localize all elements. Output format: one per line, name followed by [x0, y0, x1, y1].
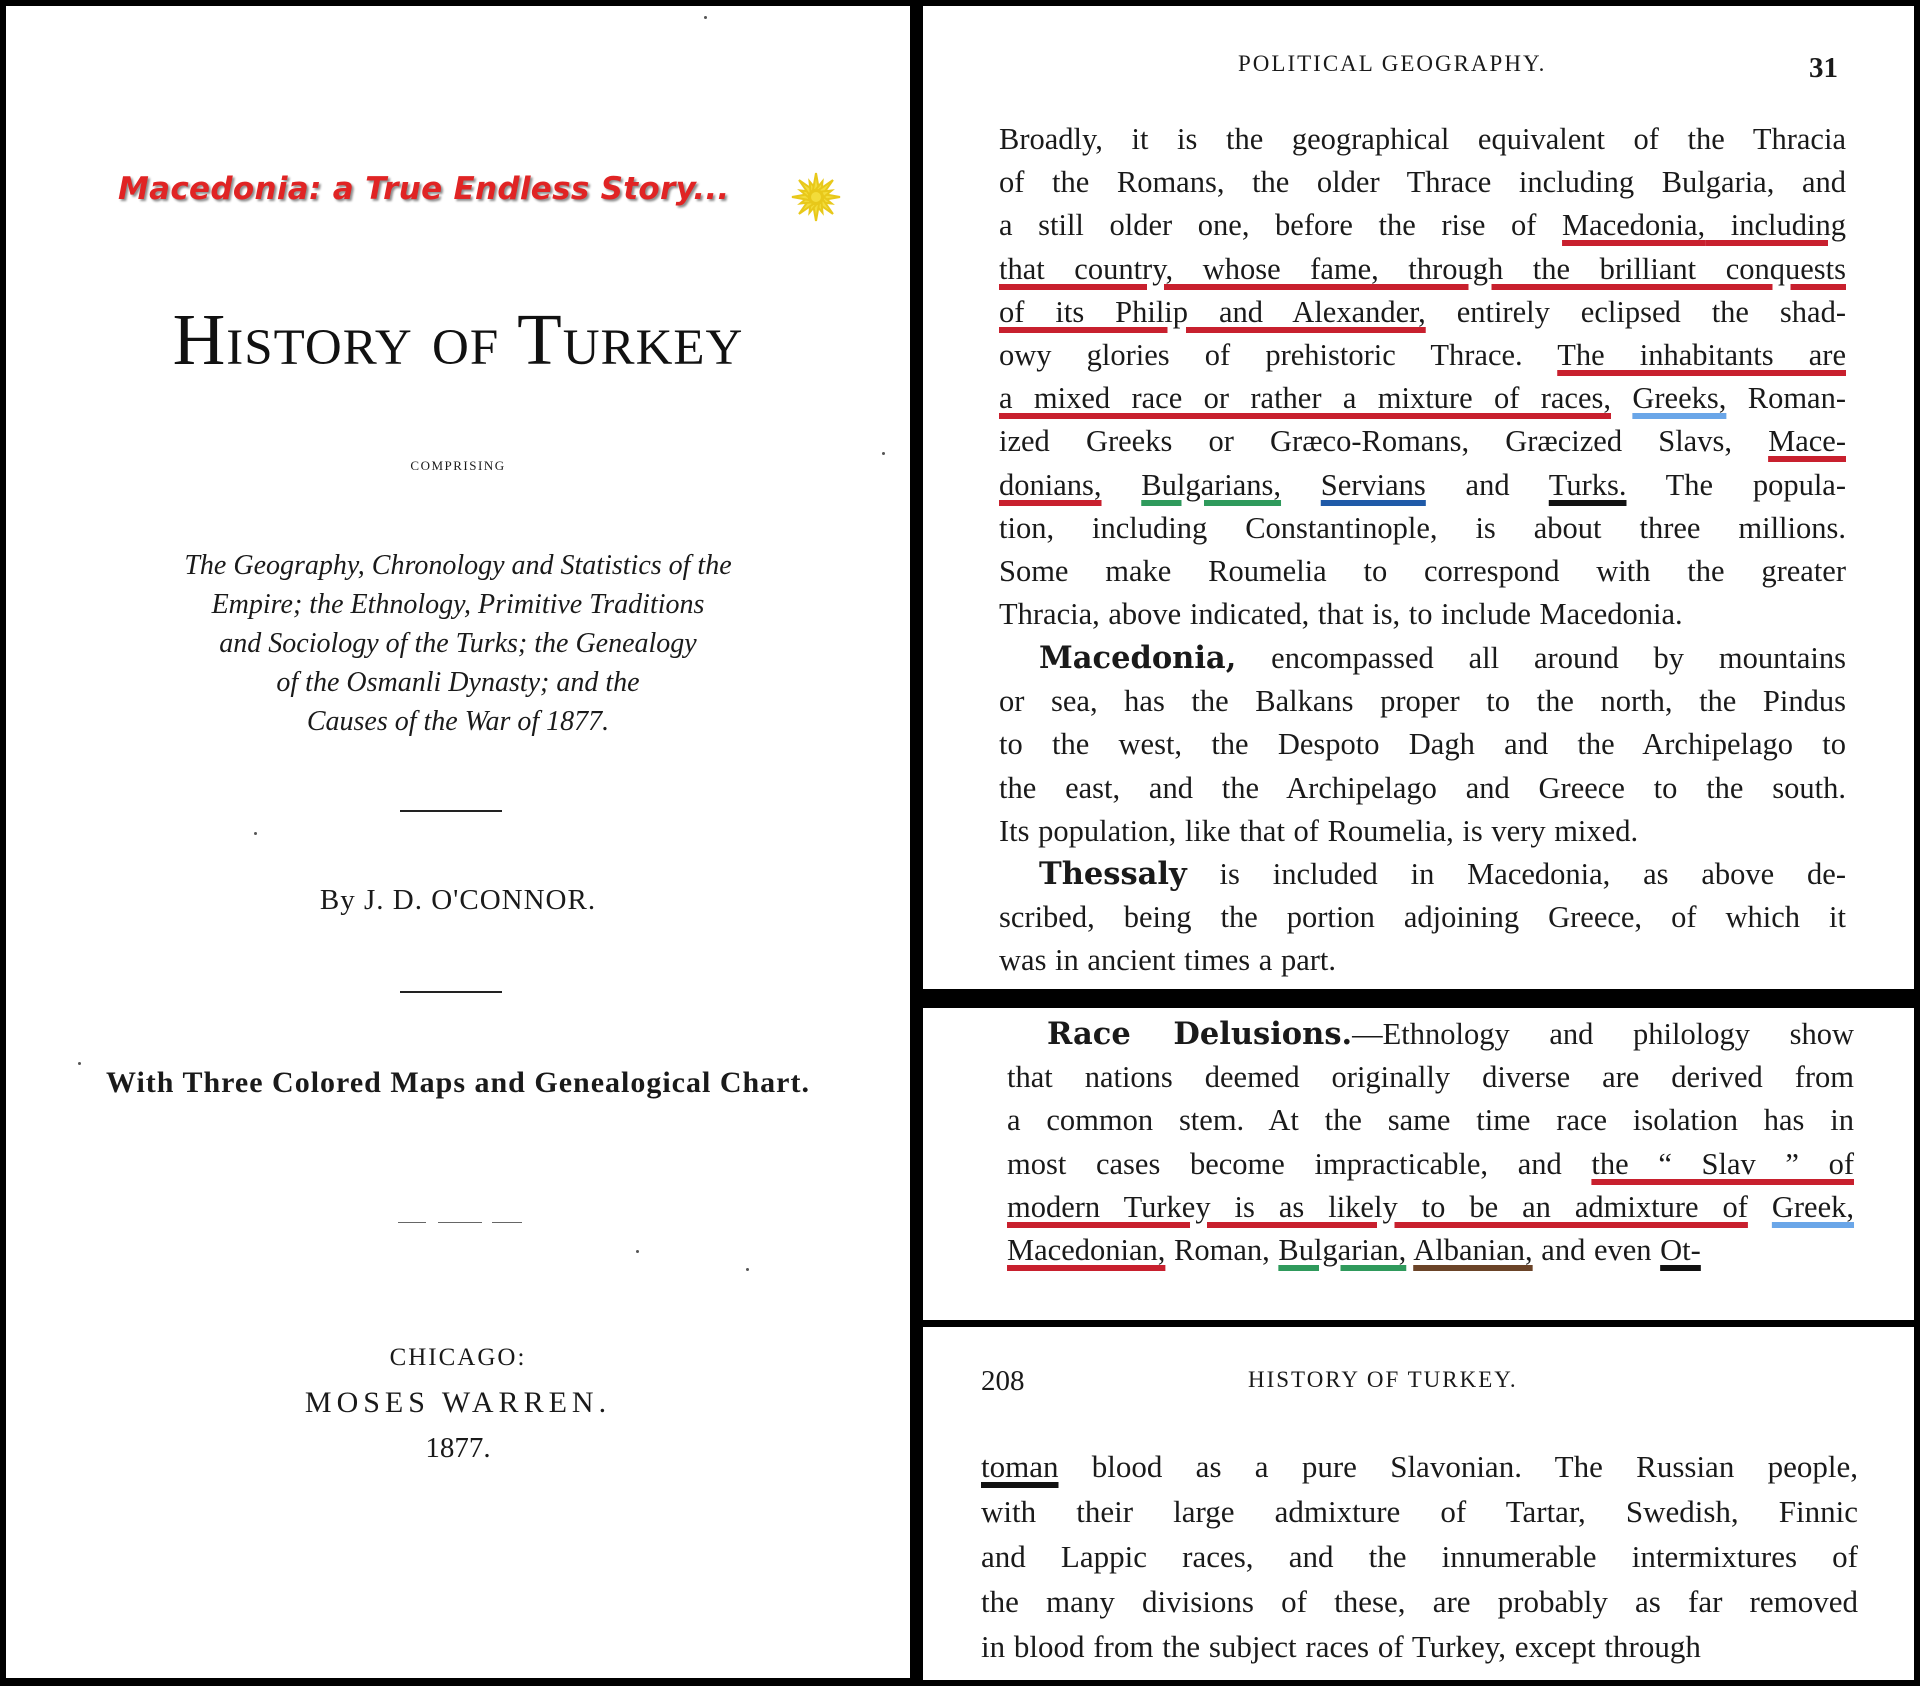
page-31: [923, 6, 1914, 989]
paragraph-race-delusions: [1007, 1013, 1854, 1272]
underlined-phrase: modern Turkey is as likely to be an admixture of: [1007, 1189, 1748, 1224]
page-number: 31: [1809, 52, 1838, 84]
underlined-phrase: a mixed race or rather a mixture of races,: [999, 381, 1611, 416]
text-line: [1007, 1229, 1854, 1272]
text-line: [999, 291, 1846, 334]
banner-text: Macedonia: a True Endless Story...: [118, 171, 730, 207]
maps-note: With Three Colored Maps and Genealogical Chart.: [106, 1066, 810, 1099]
text-line: [999, 723, 1846, 766]
divider: [438, 1222, 482, 1223]
text-line: [999, 377, 1846, 420]
underlined-phrase: that country, whose fame, through the brilliant conquests: [999, 251, 1846, 286]
paper-speck: [746, 1268, 749, 1271]
text-run: a still older one, before the rise of: [999, 208, 1563, 243]
text-line: [981, 1579, 1858, 1624]
text-line: [999, 767, 1846, 810]
text-run: or sea, has the Balkans proper to the north, the Pindus: [999, 684, 1846, 719]
description-line: of the Osmanli Dynasty; and the: [276, 667, 640, 698]
text-run: —Ethnology and philology show: [1352, 1017, 1854, 1051]
underlined-phrase: toman: [981, 1449, 1059, 1484]
underlined-phrase: Turks.: [1548, 467, 1627, 502]
underlined-phrase: Macedonian,: [1007, 1233, 1166, 1268]
text-run: [1102, 468, 1142, 502]
text-run: tion, including Constantinople, is about three millions.: [999, 510, 1846, 545]
text-run: Thracia, above indicated, that is, to include Macedonia.: [999, 597, 1683, 632]
text-line: [999, 637, 1846, 680]
publisher-city: CHICAGO:: [389, 1344, 527, 1371]
text-run: was in ancient times a part.: [999, 943, 1337, 978]
underlined-phrase: The inhabitants are: [1557, 338, 1846, 373]
underlined-phrase: Albanian,: [1413, 1233, 1533, 1268]
title-page: [6, 6, 910, 1678]
text-line: [999, 420, 1846, 463]
text-line: [999, 853, 1846, 896]
text-run: to the west, the Despoto Dagh and the Archipelago to: [999, 727, 1846, 762]
underlined-phrase: Macedonia,: [1562, 208, 1706, 243]
text-line: [999, 464, 1846, 507]
text-run: entirely eclipsed the shad-: [1425, 294, 1846, 329]
divider: [492, 1222, 522, 1223]
text-line: [1007, 1099, 1854, 1142]
running-head: HISTORY OF TURKEY.: [1248, 1367, 1518, 1392]
text-line: [981, 1444, 1858, 1489]
paper-speck: [78, 1062, 81, 1065]
text-run: Roman-: [1726, 381, 1846, 416]
text-run: ized Greeks or Græco-Romans, Græcized Slavs,: [999, 424, 1769, 459]
text-run: in blood from the subject races of Turkey, except through: [981, 1629, 1701, 1664]
text-line: [999, 550, 1846, 593]
paper-speck: [254, 832, 257, 835]
publication-year: 1877.: [425, 1432, 491, 1464]
underlined-phrase: Greek,: [1771, 1189, 1855, 1224]
paper-speck: [882, 452, 885, 455]
text-run: Its population, like that of Roumelia, is very mixed.: [999, 813, 1639, 848]
author-line: By J. D. O'CONNOR.: [319, 884, 597, 916]
text-line: [999, 593, 1846, 636]
text-run: and Lappic races, and the innumerable intermixtures of: [981, 1539, 1858, 1574]
paper-speck: [704, 16, 707, 19]
book-description: [6, 546, 910, 741]
text-run: The popula-: [1626, 467, 1846, 502]
text-line: [1007, 1013, 1854, 1056]
paragraph-thracia: [999, 118, 1846, 636]
vergina-sun-icon: [788, 169, 844, 225]
text-line: [1007, 1056, 1854, 1099]
paper-speck: [636, 1250, 639, 1253]
text-run: scribed, being the portion adjoining Greece, of which it: [999, 900, 1846, 935]
text-run: most cases become impracticable, and: [1007, 1146, 1592, 1181]
bold-heading: Macedonia,: [1039, 640, 1237, 676]
text-run: and even: [1532, 1233, 1661, 1268]
paragraph-toman-blood: [981, 1444, 1858, 1669]
text-line: [999, 680, 1846, 723]
text-run: Broadly, it is the geographical equivalent of the Thracia: [999, 122, 1846, 156]
underlined-phrase: the “ Slav ” of: [1591, 1146, 1854, 1181]
running-head: POLITICAL GEOGRAPHY.: [1238, 51, 1547, 76]
underlined-phrase: Ot-: [1660, 1233, 1701, 1268]
underlined-phrase: Mace-: [1768, 424, 1846, 459]
publisher-name: MOSES WARREN.: [304, 1386, 612, 1419]
text-line: [981, 1489, 1858, 1534]
text-line: [999, 939, 1846, 982]
race-delusions-excerpt: [923, 1008, 1914, 1320]
text-run: and: [1425, 467, 1549, 502]
bold-heading: Race Delusions.: [1047, 1016, 1353, 1052]
description-line: The Geography, Chronology and Statistics of the: [184, 550, 732, 581]
page-208: [923, 1327, 1914, 1680]
text-line: [999, 810, 1846, 853]
text-line: [999, 248, 1846, 291]
text-line: [999, 118, 1846, 161]
text-run: with their large admixture of Tartar, Swedish, Finnic: [981, 1494, 1858, 1529]
bold-heading: Thessaly: [1039, 856, 1187, 892]
comprising-label: comprising: [410, 454, 506, 475]
paragraph-macedonia: [999, 637, 1846, 853]
page-number: 208: [981, 1365, 1025, 1397]
text-run: Roman,: [1165, 1233, 1279, 1268]
text-run: Some make Roumelia to correspond with the greater: [999, 554, 1846, 589]
text-run: blood as a pure Slavonian. The Russian people,: [1058, 1449, 1858, 1484]
text-run: encompassed all around by mountains: [1236, 641, 1846, 675]
text-line: [981, 1624, 1858, 1669]
text-line: [999, 334, 1846, 377]
text-run: owy glories of prehistoric Thrace.: [999, 338, 1558, 373]
text-run: [1611, 381, 1632, 415]
underlined-phrase: Bulgarians,: [1141, 467, 1282, 502]
paragraph-thessaly: [999, 853, 1846, 983]
divider: [400, 991, 502, 993]
underlined-phrase: Bulgarian,: [1278, 1233, 1407, 1268]
text-run: of the Romans, the older Thrace including Bulgaria, and: [999, 165, 1846, 200]
description-line: and Sociology of the Turks; the Genealogy: [219, 628, 697, 659]
text-run: the east, and the Archipelago and Greece to the south.: [999, 770, 1846, 805]
text-run: a common stem. At the same time race isolation has in: [1007, 1103, 1854, 1138]
text-line: [1007, 1186, 1854, 1229]
divider: [400, 810, 502, 812]
text-run: is included in Macedonia, as above de-: [1186, 857, 1846, 891]
text-line: [1007, 1143, 1854, 1186]
underlined-phrase: donians,: [999, 467, 1102, 502]
text-line: [999, 161, 1846, 204]
underlined-phrase: Greeks,: [1632, 381, 1727, 416]
text-run: [1748, 1190, 1772, 1224]
book-title: History of Turkey: [172, 299, 744, 380]
description-line: Causes of the War of 1877.: [306, 706, 610, 737]
text-line: [999, 896, 1846, 939]
text-run: the many divisions of these, are probably as far removed: [981, 1584, 1858, 1619]
text-line: [999, 204, 1846, 247]
text-line: [981, 1534, 1858, 1579]
underlined-phrase: including: [1705, 208, 1846, 243]
divider: [398, 1222, 426, 1223]
text-run: [1281, 468, 1321, 502]
text-line: [999, 507, 1846, 550]
description-line: Empire; the Ethnology, Primitive Traditions: [211, 589, 705, 620]
underlined-phrase: of its Philip and Alexander,: [999, 294, 1426, 329]
underlined-phrase: Servians: [1320, 467, 1426, 502]
text-run: that nations deemed originally diverse are derived from: [1007, 1060, 1854, 1095]
